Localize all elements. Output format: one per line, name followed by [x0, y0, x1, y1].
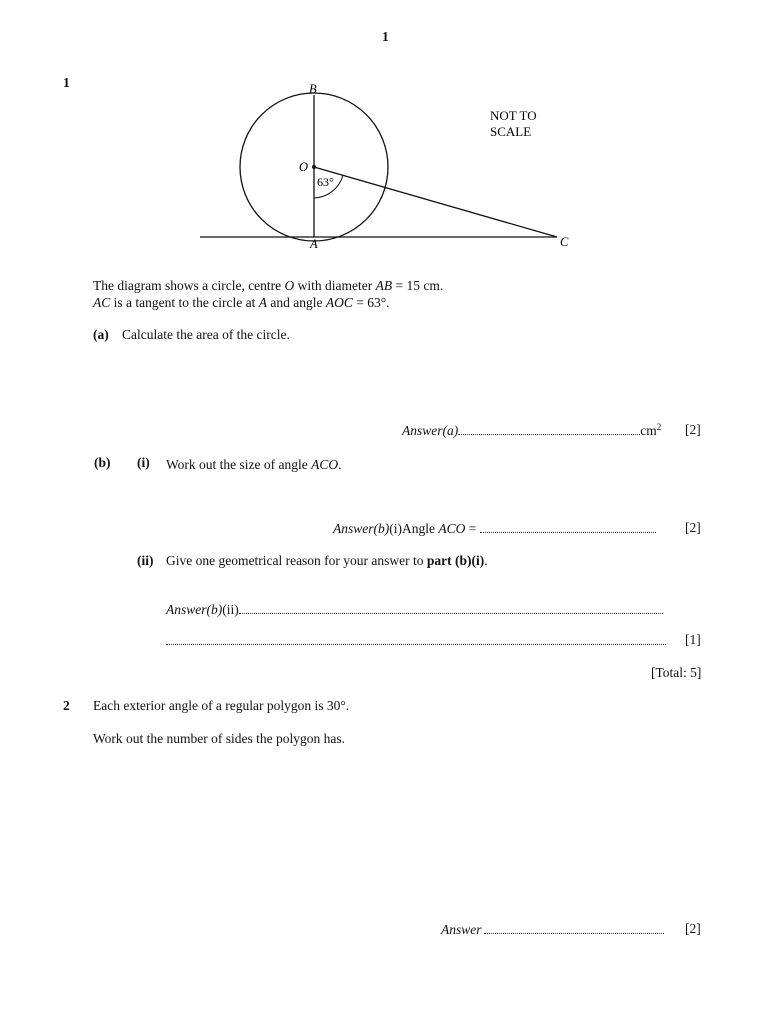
- q1-total-marks: [Total: 5]: [651, 665, 702, 680]
- answer-a-line[interactable]: Answer(a) $cm^2$: [402, 422, 662, 438]
- part-b-i-label: (i): [137, 455, 150, 470]
- part-b-i-marks: [2]: [685, 520, 701, 535]
- answer-b-ii-line-2[interactable]: [166, 632, 666, 649]
- page-number: 1: [382, 29, 389, 44]
- part-b-ii-label: (ii): [137, 553, 154, 568]
- circle-tangent-diagram: [0, 0, 768, 260]
- part-a-label: (a): [93, 327, 109, 342]
- answer-b-ii-field-1[interactable]: [239, 601, 663, 614]
- label-a: A: [310, 237, 318, 251]
- part-b-label: (b): [94, 455, 111, 470]
- part-a-question: Calculate the area of the circle.: [122, 327, 290, 342]
- q2-statement: Each exterior angle of a regular polygon is 30°.: [93, 698, 350, 713]
- part-b-ii-question: Give one geometrical reason for your answer to part (b)(i).: [166, 553, 488, 568]
- centre-point: [312, 165, 316, 169]
- question-2-number: 2: [63, 698, 70, 713]
- answer-b-ii-field-2[interactable]: [166, 632, 666, 645]
- part-b-i-question: Work out the size of angle ACO.: [166, 457, 342, 472]
- q1-intro-line1: The diagram shows a circle, centre O with diameter AB = 15 cm.: [93, 278, 444, 293]
- part-b-ii-marks: [1]: [685, 632, 701, 647]
- label-c: C: [560, 235, 569, 249]
- question-1-number: 1: [63, 75, 70, 90]
- q2-answer-field[interactable]: [484, 921, 664, 934]
- q2-answer-line[interactable]: Answer: [441, 921, 664, 938]
- not-to-scale-line1: NOT TO: [490, 108, 537, 123]
- q2-question: Work out the number of sides the polygon has.: [93, 731, 345, 746]
- q2-marks: [2]: [685, 921, 701, 936]
- answer-b-i-field[interactable]: [480, 520, 656, 533]
- q1-intro-line2: AC is a tangent to the circle at A and angle AOC = 63°.: [93, 295, 390, 310]
- label-b: B: [309, 82, 317, 96]
- answer-b-ii-line[interactable]: Answer(b)(ii): [166, 601, 663, 618]
- angle-label: 63°: [317, 175, 334, 189]
- not-to-scale-line2: SCALE: [490, 124, 532, 139]
- line-oc: [314, 167, 557, 237]
- part-a-marks: [2]: [685, 422, 701, 437]
- answer-b-i-line[interactable]: Answer(b)(i)Angle ACO =: [333, 520, 656, 537]
- label-o: O: [299, 160, 309, 174]
- answer-a-field[interactable]: [458, 422, 640, 435]
